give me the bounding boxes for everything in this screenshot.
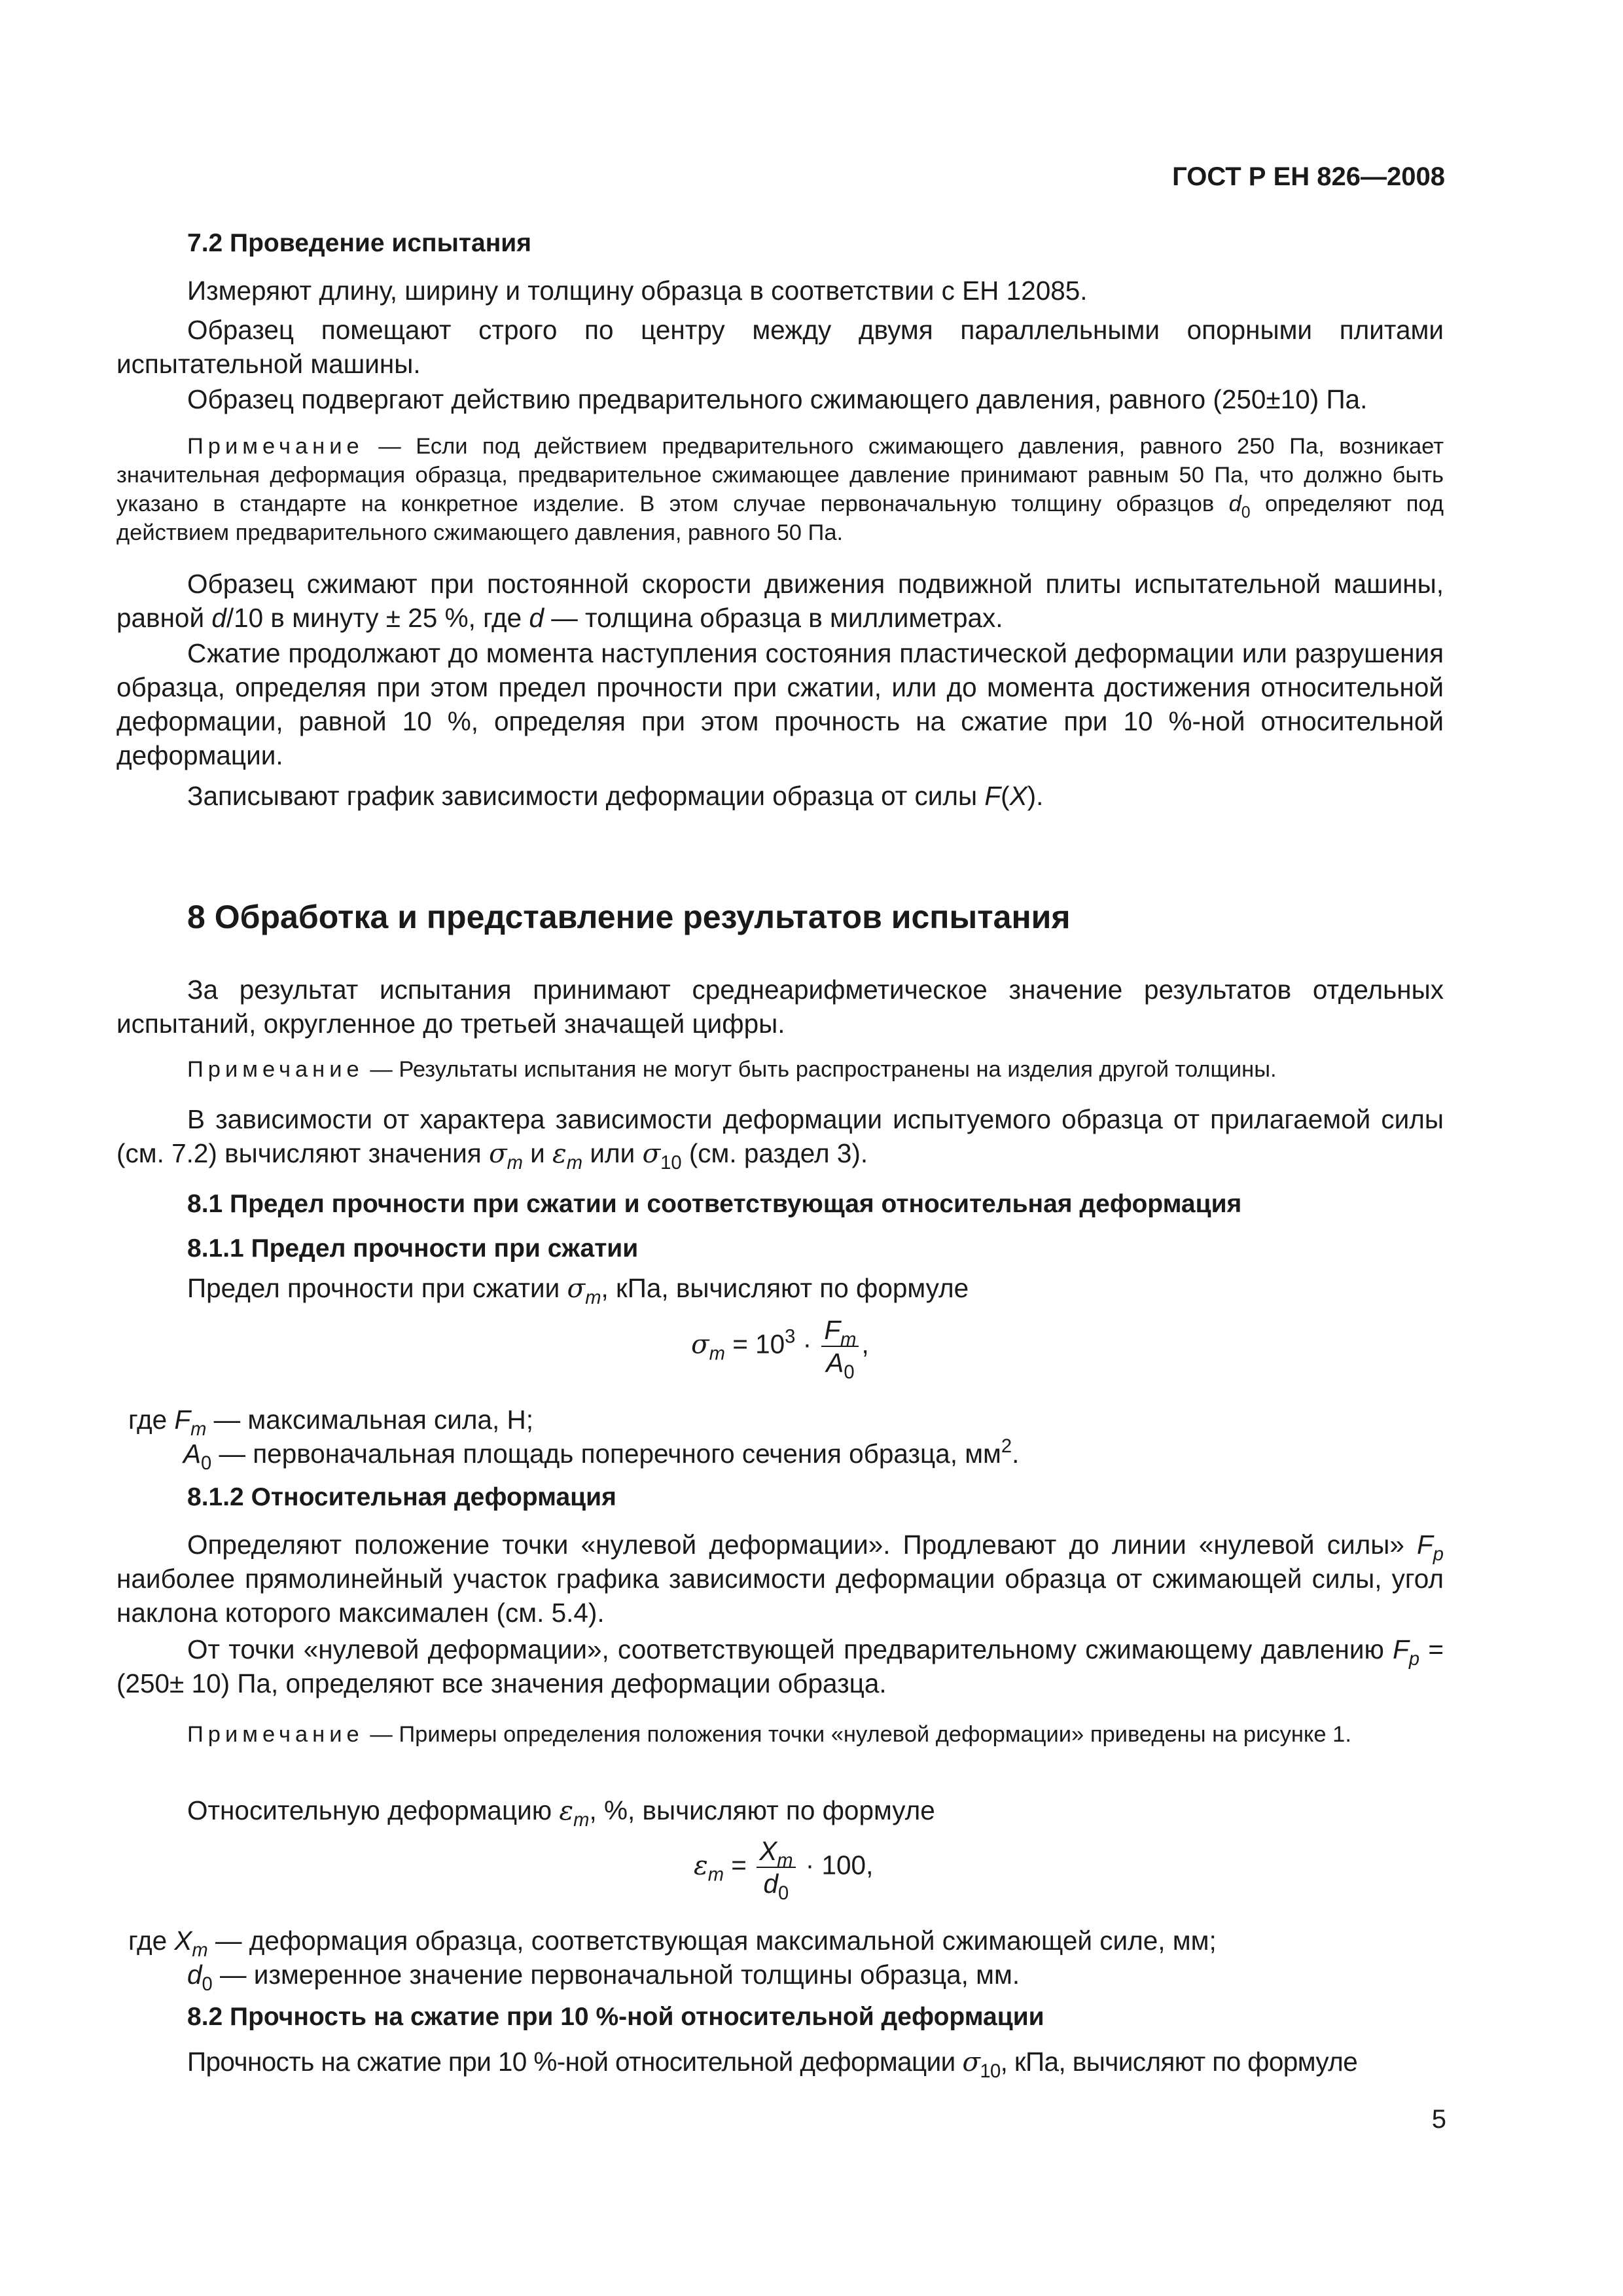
section-8-1-1-heading: 8.1.1 Предел прочности при сжатии	[187, 1234, 639, 1263]
paragraph: Записывают график зависимости деформации образца от силы F(X).	[187, 781, 1044, 811]
section-8-1-heading: 8.1 Предел прочности при сжатии и соответствующая относительная деформация	[187, 1190, 1242, 1218]
note-label: Примечание	[187, 434, 364, 459]
formula-sigma-m: $\sigma_m = 10^3$ · $\frac{F_m}{A_0}$ ,	[691, 1315, 869, 1383]
paragraph: Определяют положение точки «нулевой деформации». Продлевают до линии «нулевой силы» $F_p$ наиболее прямолинейный участок графика зависимости деформации образца от сжимающей силы, угол наклона которого максимален (см. 5.4).	[116, 1530, 1444, 1628]
note: Примечание — Если под действием предварительного сжимающего давления, равного 250 Па, возникает значительная деформация образца, предварительное сжимающее давление принимают равным 50 Па, что должно быть указано в стандарте на конкретное изделие. В этом случае первоначальную толщину образцов $d_0$ определяют под действием предварительного сжимающего давления, равного 50 Па.	[116, 434, 1444, 545]
definition-a0: $A_0$ — первоначальная площадь поперечного сечения образца, $мм^2$.	[183, 1436, 1020, 1474]
section-8-heading: 8 Обработка и представление результатов испытания	[187, 899, 1071, 935]
fraction: $\frac{X_m}{d_0}$	[757, 1837, 795, 1898]
paragraph: Измеряют длину, ширину и толщину образца в соответствии с ЕН 12085.	[187, 276, 1088, 306]
paragraph: Образец подвергают действию предварительного сжимающего давления, равного (250±10) Па.	[187, 384, 1368, 414]
note-label: Примечание	[187, 1722, 364, 1747]
section-7-2-heading: 7.2 Проведение испытания	[187, 229, 531, 257]
definition-xm: где $X_m$ — деформация образца, соответствующая максимальной сжимающей силе, мм;	[128, 1926, 1217, 1961]
note-label: Примечание	[187, 1057, 364, 1082]
fraction: $\frac{F_m}{A_0}$	[821, 1316, 859, 1377]
document-id: ГОСТ Р ЕН 826—2008	[1172, 162, 1445, 191]
formula-epsilon-m: $\varepsilon_m$ = $\frac{X_m}{d_0}$ · 100,	[694, 1836, 874, 1904]
section-8-2-heading: 8.2 Прочность на сжатие при 10 %-ной относительной деформации	[187, 2003, 1044, 2031]
definition-fm: где $F_m$ — максимальная сила, Н;	[128, 1405, 534, 1440]
note: Примечание — Примеры определения положения точки «нулевой деформации» приведены на рисунке 1.	[187, 1722, 1351, 1747]
paragraph: Прочность на сжатие при 10 %-ной относительной деформации $\sigma_{10}$, кПа, вычисляют по формуле	[187, 2046, 1358, 2082]
paragraph: В зависимости от характера зависимости деформации испытуемого образца от прилагаемой силы (см. 7.2) вычисляют значения $\sigma_m$ и $\varepsilon_m$ или $\sigma_{10}$ (см. раздел 3).	[116, 1104, 1444, 1174]
paragraph: От точки «нулевой деформации», соответствующей предварительному сжимающему давлению $F_p = (250\pm 10)$ Па, определяют все значения деформации образца.	[116, 1634, 1444, 1698]
paragraph: Образец сжимают при постоянной скорости движения подвижной плиты испытательной машины, равной d/10 в минуту ± 25 %, где d — толщина образца в миллиметрах.	[116, 569, 1444, 633]
page-number: 5	[1431, 2105, 1446, 2134]
paragraph: Предел прочности при сжатии $\sigma_m$, кПа, вычисляют по формуле	[187, 1272, 969, 1308]
section-8-1-2-heading: 8.1.2 Относительная деформация	[187, 1483, 616, 1511]
definition-d0: $d_0$ — измеренное значение первоначальной толщины образца, мм.	[187, 1960, 1020, 1995]
paragraph: Сжатие продолжают до момента наступления состояния пластической деформации или разрушения образца, определяя при этом предел прочности при сжатии, или до момента достижения относительной деформации, равной 10 %, определяя при этом прочность на сжатие при 10 %-ной относительной деформации.	[116, 638, 1444, 770]
paragraph: Относительную деформацию $\varepsilon_m$, %, вычисляют по формуле	[187, 1795, 935, 1831]
paragraph: Образец помещают строго по центру между двумя параллельными опорными плитами испытательной машины.	[116, 315, 1444, 379]
note: Примечание — Результаты испытания не могут быть распространены на изделия другой толщины.	[187, 1057, 1277, 1082]
paragraph: За результат испытания принимают среднеарифметическое значение результатов отдельных испытаний, округленное до третьей значащей цифры.	[116, 975, 1444, 1039]
